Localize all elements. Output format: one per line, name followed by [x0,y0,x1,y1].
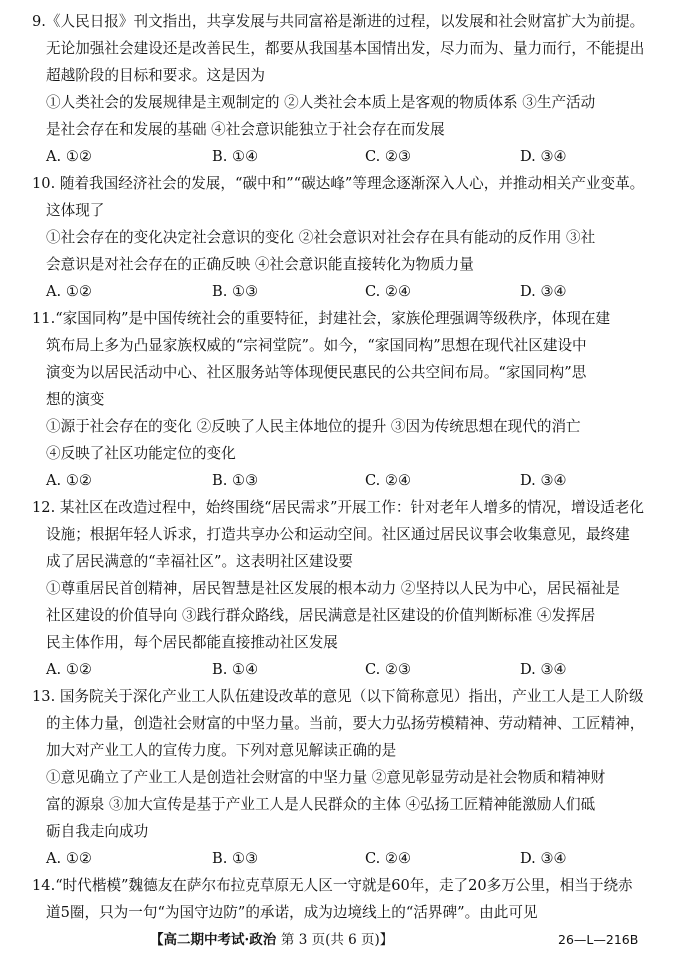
answer-option-c[interactable]: C. ②③ [365,661,412,678]
footer-title [150,928,393,952]
answer-option-c[interactable]: C. ②③ [365,148,412,165]
question-text-line: 这体现了 [46,202,105,219]
answer-option-d[interactable]: D. ③④ [520,850,567,867]
question-text-line: 社区建设的价值导向 ③践行群众路线，居民满意是社区建设的价值判断标准 ④发挥居 [46,607,596,624]
footer-code: 26—L—216B [558,932,639,947]
question-stem-first-line: 11.“家国同构”是中国传统社会的重要特征，封建社会，家族伦理强调等级秩序，体现在建 [32,310,611,327]
question-text-line: 富的源泉 ③加大宣传是基于产业工人是人民群众的主体 ④弘扬工匠精神能激励人们砥 [46,796,596,813]
question-text-line: 超越阶段的目标和要求。这是因为 [46,67,265,84]
answer-option-a[interactable]: A. ①② [46,283,92,300]
question-text-line: 成了居民满意的“幸福社区”。这表明社区建设要 [46,553,353,570]
answer-options [32,278,652,305]
question-text-line: 无论加强社会建设还是改善民生，都要从我国基本国情出发，尽力而为、量力而行，不能提出 [46,40,645,57]
answer-option-c[interactable]: C. ②④ [365,283,412,300]
question-text-line: ①源于社会存在的变化 ②反映了人民主体地位的提升 ③因为传统思想在现代的消亡 [46,418,581,435]
question-text-line: 的主体力量，创造社会财富的中坚力量。当前，要大力弘扬劳模精神、劳动精神、工匠精神， [46,715,645,732]
answer-option-b[interactable]: B. ①④ [212,661,259,678]
question-text-line: ①意见确立了产业工人是创造社会财富的中坚力量 ②意见彰显劳动是社会物质和精神财 [46,769,606,786]
answer-option-b[interactable]: B. ①④ [212,148,259,165]
answer-option-a[interactable]: A. ①② [46,661,92,678]
question-text-line: ④反映了社区功能定位的变化 [46,445,236,462]
answer-option-c[interactable]: C. ②④ [365,850,412,867]
footer-exam-name: 【高二期中考试·政治 [150,932,277,948]
footer-page-number: 第 3 页(共 6 页)】 [280,932,394,948]
question-text-line: 民主体作用，每个居民都能直接推动社区发展 [46,634,338,651]
question-stem-first-line: 10. 随着我国经济社会的发展，“碳中和”“碳达峰”等理念逐渐深入人心，并推动相关产业变革。 [32,175,645,192]
question-block [32,683,652,872]
question-text-line: 是社会存在和发展的基础 ④社会意识能独立于社会存在而发展 [46,121,445,138]
question-text-line: ①人类社会的发展规律是主观制定的 ②人类社会本质上是客观的物质体系 ③生产活动 [46,94,596,111]
question-text-line: 演变为以居民活动中心、社区服务站等体现便民惠民的公共空间布局。“家国同构”思 [46,364,587,381]
question-text-line: 筑布局上多为凸显家族权威的“宗祠堂院”。如今，“家国同构”思想在现代社区建设中 [46,337,587,354]
question-block [32,872,652,926]
answer-option-b[interactable]: B. ①③ [212,283,259,300]
question-block [32,305,652,494]
question-block [32,494,652,683]
page-footer [0,928,677,952]
question-text-line: 加大对产业工人的宣传力度。下列对意见解读正确的是 [46,742,397,759]
question-text-line: 想的演变 [46,391,105,408]
answer-option-d[interactable]: D. ③④ [520,472,567,489]
answer-option-c[interactable]: C. ②④ [365,472,412,489]
answer-option-a[interactable]: A. ①② [46,148,92,165]
question-text-line: ①尊重居民首创精神，居民智慧是社区发展的根本动力 ②坚持以人民为中心，居民福祉是 [46,580,620,597]
answer-option-d[interactable]: D. ③④ [520,283,567,300]
answer-option-b[interactable]: B. ①③ [212,850,259,867]
question-text-line: 会意识是对社会存在的正确反映 ④社会意识能直接转化为物质力量 [46,256,474,273]
question-list [32,8,652,926]
question-text-line: ①社会存在的变化决定社会意识的变化 ②社会意识对社会存在具有能动的反作用 ③社 [46,229,596,246]
question-block [32,170,652,305]
answer-options [32,467,652,494]
question-stem-first-line: 13. 国务院关于深化产业工人队伍建设改革的意见（以下简称意见）指出，产业工人是工人阶级 [32,688,644,705]
question-stem-first-line: 14.“时代楷模”魏德友在萨尔布拉克草原无人区一守就是60年，走了20多万公里，相当于绕赤 [32,877,633,894]
answer-options [32,845,652,872]
answer-option-a[interactable]: A. ①② [46,850,92,867]
question-stem-first-line: 12. 某社区在改造过程中，始终围绕“居民需求”开展工作：针对老年人增多的情况，增设适老化 [32,499,644,516]
question-block [32,8,652,170]
answer-options [32,143,652,170]
answer-option-d[interactable]: D. ③④ [520,661,567,678]
answer-option-a[interactable]: A. ①② [46,472,92,489]
question-text-line: 砺自我走向成功 [46,823,149,840]
answer-option-b[interactable]: B. ①③ [212,472,259,489]
question-text-line: 设施；根据年轻人诉求，打造共享办公和运动空间。社区通过居民议事会收集意见，最终建 [46,526,630,543]
answer-options [32,656,652,683]
question-stem-first-line: 9.《人民日报》刊文指出，共享发展与共同富裕是渐进的过程，以发展和社会财富扩大为前提。 [32,13,645,30]
answer-option-d[interactable]: D. ③④ [520,148,567,165]
question-text-line: 道5圈，只为一句“为国守边防”的承诺，成为边境线上的“活界碑”。由此可见 [46,904,538,921]
